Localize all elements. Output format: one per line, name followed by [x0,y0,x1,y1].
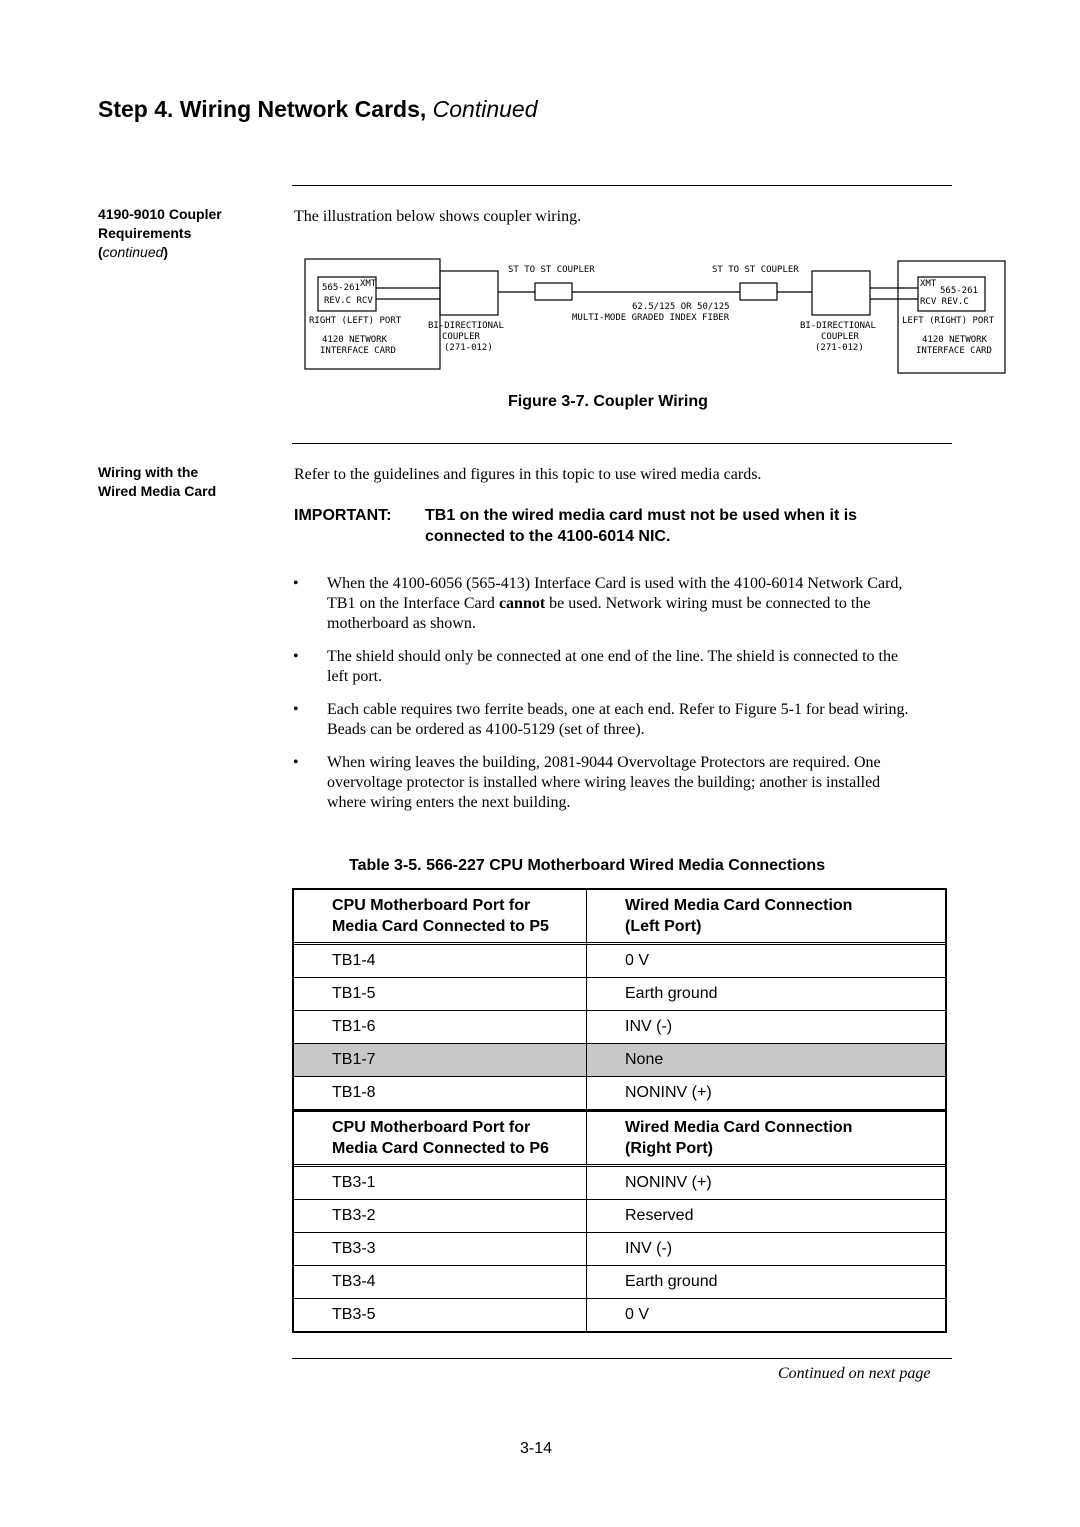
fiber-label-2: MULTI-MODE GRADED INDEX FIBER [572,313,730,323]
page-title-continued: Continued [432,96,538,122]
header-connection-left: Wired Media Card Connection (Left Port) [587,890,945,945]
table-row-shaded: TB1-7 None [294,1044,945,1077]
footer-rule [292,1358,952,1359]
table-row: TB1-6 INV (-) [294,1011,945,1044]
right-card-rcv-rev: RCV REV.C [920,297,969,307]
header-cpu-port-p5: CPU Motherboard Port for Media Card Connected to P5 [294,890,587,945]
table-row: TB3-4 Earth ground [294,1266,945,1299]
fiber-label-1: 62.5/125 OR 50/125 [632,302,730,312]
left-st-coupler-label: ST TO ST COUPLER [508,265,595,275]
list-item: • Each cable requires two ferrite beads, one at each end. Refer to Figure 5-1 for bead wiring. Beads can be ordered as 4100-5129 (set of three). [293,701,909,738]
left-card-xmt: XMT [360,279,377,289]
left-port-label: RIGHT (LEFT) PORT [309,316,402,326]
bullet-icon: • [293,701,299,718]
left-coupler-label-3: (271-012) [444,343,493,353]
right-coupler-label-2: COUPLER [821,332,859,342]
left-card-name-2: INTERFACE CARD [320,346,396,356]
table-row: TB1-8 NONINV (+) [294,1077,945,1110]
bullet-icon: • [293,648,299,665]
left-bidirectional-coupler-box [440,271,498,315]
important-line-1: TB1 on the wired media card must not be used when it is [425,507,858,524]
right-coupler-label-1: BI-DIRECTIONAL [800,321,876,331]
right-port-label: LEFT (RIGHT) PORT [902,316,995,326]
bullet-icon: • [293,754,299,771]
side-heading-wired-media: Wiring with the Wired Media Card [98,464,217,499]
section-rule-1 [292,185,952,186]
section-rule-2 [292,443,952,444]
important-note [294,505,858,545]
table-row: TB3-1 NONINV (+) [294,1167,945,1200]
continued-on-next-page: Continued on next page [778,1365,931,1382]
coupler-wiring-diagram [300,255,1010,380]
bullet-icon: • [293,575,299,592]
right-st-coupler-box [740,283,777,300]
right-card-xmt: XMT [920,279,937,289]
left-coupler-label-2: COUPLER [442,332,480,342]
table-header-row [294,890,945,945]
right-card-part: 565-261 [940,286,978,296]
left-card-name-1: 4120 NETWORK [322,335,388,345]
important-line-2: connected to the 4100-6014 NIC. [425,528,671,545]
right-st-coupler-label: ST TO ST COUPLER [712,265,799,275]
right-coupler-label-3: (271-012) [815,343,864,353]
right-bidirectional-coupler-box [812,271,870,315]
wired-media-intro-text: Refer to the guidelines and figures in this topic to use wired media cards. [294,466,762,483]
important-label: IMPORTANT: [294,507,392,524]
table-row: TB3-5 0 V [294,1299,945,1331]
table-header-row [294,1110,945,1167]
left-st-coupler-box [535,283,572,300]
right-card-name-1: 4120 NETWORK [922,335,988,345]
side-heading-coupler: 4190-9010 Coupler Requirements (continued) [98,206,222,260]
list-item: • When wiring leaves the building, 2081-9044 Overvoltage Protectors are required. One overvoltage protector is installed where wiring leaves the building; another is installed where wiring enters the next building. [293,754,881,811]
page-title: Step 4. Wiring Network Cards, Continued [98,96,538,122]
table-row: TB1-5 Earth ground [294,978,945,1011]
emphasis-cannot: cannot [498,595,546,612]
table-row: TB1-4 0 V [294,945,945,978]
right-card-name-2: INTERFACE CARD [916,346,992,356]
left-coupler-label-1: BI-DIRECTIONAL [428,321,504,331]
table-row: TB3-2 Reserved [294,1200,945,1233]
table-row: TB3-3 INV (-) [294,1233,945,1266]
left-card-part: 565-261 [322,283,360,293]
table-caption: Table 3-5. 566-227 CPU Motherboard Wired Media Connections [349,857,826,874]
page-number: 3-14 [520,1440,553,1457]
left-card-rev-rcv: REV.C RCV [324,296,373,306]
wired-media-connections-table [292,888,947,1333]
list-item: • The shield should only be connected at one end of the line. The shield is connected to the left port. [293,648,899,685]
header-connection-right: Wired Media Card Connection (Right Port) [587,1110,945,1167]
guideline-bullet-list [293,574,918,826]
coupler-intro-text: The illustration below shows coupler wiring. [294,208,582,225]
header-cpu-port-p6: CPU Motherboard Port for Media Card Connected to P6 [294,1110,587,1167]
list-item: • When the 4100-6056 (565-413) Interface Card is used with the 4100-6014 Network Card, TB1 on the Interface Card cannot be used. Network wiring must be connected to the motherboard as shown. [293,575,903,632]
figure-caption: Figure 3-7. Coupler Wiring [508,393,708,410]
